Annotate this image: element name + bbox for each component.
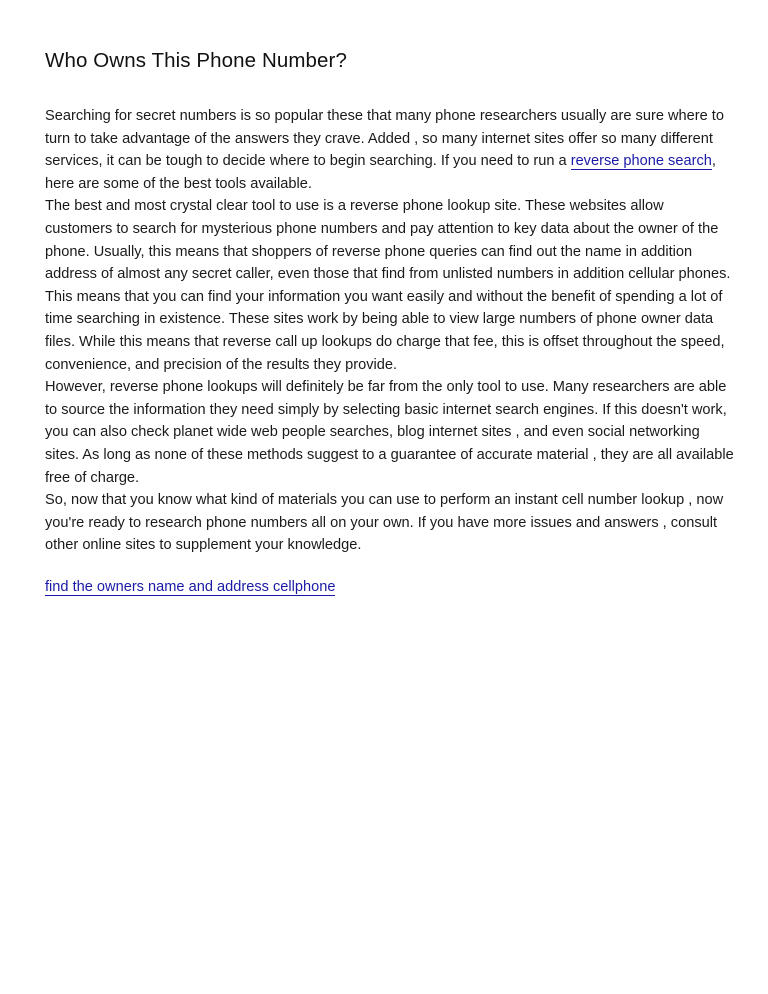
paragraph-lookup-sites: The best and most crystal clear tool to use is a reverse phone lookup site. These websites allow customers to search for mysterious phone numbers and pay attention to key data about the owner of the phone. Usually, this means that shoppers of reverse phone queries can find out the name in addition address of almost any secret caller, even those that find from unlisted numbers in addition cellular phones. This means that you can find your information you want easily and without the benefit of spending a lot of time searching in existence. These sites work by being able to view large numbers of phone owner data files. While this means that reverse call up lookups do charge that fee, this is offset throughout the speed, convenience, and precision of the results they provide. <box>45 198 731 373</box>
document-page <box>45 48 735 598</box>
paragraph-intro-tail: , here are some of the best tools available. <box>45 153 716 192</box>
paragraph-intro-text: Searching for secret numbers is so popular these that many phone researchers usually are sure where to turn to take advantage of the answers they crave. Added , so many internet sites offer so many different services, it can be tough to decide where to begin searching. If you need to run a <box>45 108 724 170</box>
paragraph-other-tools: However, reverse phone lookups will definitely be far from the only tool to use. Many researchers are able to source the information they need simply by selecting basic internet search engines. If this doesn't work, you can also check planet wide web people searches, blog internet sites , and even social networking sites. As long as none of these methods suggest to a guarantee of accurate material , they are all available free of charge. <box>45 379 734 486</box>
page-title: Who Owns This Phone Number? <box>45 49 347 72</box>
reverse-phone-search-link[interactable]: reverse phone search <box>570 153 712 170</box>
footer-link-container <box>45 576 735 598</box>
paragraph-conclusion: So, now that you know what kind of materials you can use to perform an instant cell number lookup , now you're ready to research phone numbers all on your own. If you have more issues and answers , consult other online sites to supplement your knowledge. <box>45 492 724 554</box>
paragraph-intro <box>45 105 735 195</box>
article-body <box>45 105 735 557</box>
owners-name-address-link[interactable]: find the owners name and address cellphone <box>45 578 336 595</box>
